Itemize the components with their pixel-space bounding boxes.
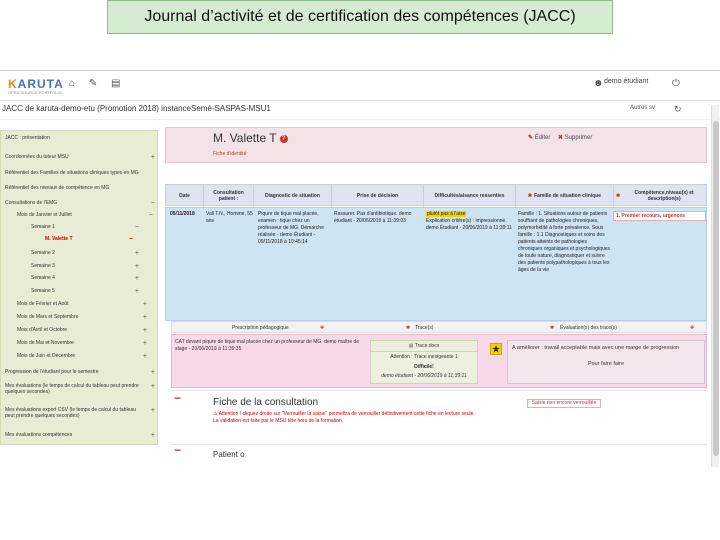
prescription-text: CAT devant piqure de tique mal placée chez un professeur de MG. demo maître de stage - 20/06/2019 à 11:39:35 xyxy=(175,339,360,352)
toggle-icon[interactable]: − xyxy=(148,212,153,219)
wrench-icon[interactable]: ✎ xyxy=(89,78,98,89)
sidebar-item-label: Mois de Mai et Novembre xyxy=(17,340,74,346)
sidebar-item[interactable] xyxy=(31,286,143,297)
column-header-label: Compétence,niveau(x) et description(s) xyxy=(634,190,694,202)
sidebar-item[interactable] xyxy=(17,312,151,323)
edit-icon: ✎ xyxy=(528,135,534,141)
sidebar-item[interactable] xyxy=(31,248,143,259)
toggle-icon[interactable]: − xyxy=(134,224,139,231)
sidebar-item-label: Mes évaluations compétences xyxy=(5,432,73,438)
document-icon: ▤ xyxy=(408,343,414,349)
trace-doc-label: Trace.docx xyxy=(414,343,440,349)
evaluation-text: A améliorer : travail acceptable mais avec une marge de progression xyxy=(512,345,680,351)
student-name-text: M. Valette T xyxy=(213,131,277,145)
competence-badge[interactable]: 1. Premier recours, urgences xyxy=(613,211,706,221)
sidebar-item-label: Référentiel des Familles de situations cliniques types en MG xyxy=(5,170,139,176)
home-icon[interactable]: ⌂ xyxy=(69,78,76,89)
sidebar-item[interactable] xyxy=(17,351,151,362)
sidebar-item[interactable] xyxy=(17,338,151,349)
sidebar-item-selected[interactable] xyxy=(45,234,137,245)
sidebar-item-label: Mois de Février et Août xyxy=(17,301,69,307)
gear-icon[interactable]: ✱ xyxy=(616,193,621,199)
sidebar-item-label: Consultations de l'EMG xyxy=(5,200,58,206)
toggle-icon[interactable]: − xyxy=(150,200,155,207)
column-header xyxy=(516,185,614,207)
sidebar-item-label: Progression de l'étudiant pour le semestre xyxy=(5,369,99,375)
logo-k: K xyxy=(8,77,18,91)
logout-icon[interactable]: ⏻ xyxy=(672,78,680,89)
sidebar-item[interactable] xyxy=(31,273,143,284)
gear-icon[interactable]: ✱ xyxy=(527,193,533,199)
sidebar-item-label: Semaine 3 xyxy=(31,263,55,269)
trace-meta: demo étudiant - 20/06/2019 à 11:39:11 xyxy=(381,373,467,379)
trace-difficulty: Difficile! xyxy=(414,364,434,370)
sidebar-item-label: Référentiel des niveaux de compétence en MG xyxy=(5,185,110,191)
sheet-warning xyxy=(213,411,533,425)
toggle-icon[interactable]: + xyxy=(134,275,139,282)
app-screenshot xyxy=(0,70,720,470)
toggle-icon[interactable]: + xyxy=(150,154,155,161)
column-header: Diagnostic de situation xyxy=(254,185,332,207)
cell-difficulty xyxy=(426,211,514,232)
toggle-icon[interactable]: + xyxy=(142,327,147,334)
scrollbar[interactable] xyxy=(711,105,719,467)
cell-patient: Vall T.N., Homme, 55 ans xyxy=(206,211,253,224)
sidebar-item-label: Semaine 4 xyxy=(31,275,55,281)
gear-icon[interactable]: ✱ xyxy=(550,325,555,331)
portfolio-header xyxy=(0,104,720,120)
sheet-title: Fiche de la consultation xyxy=(213,397,319,408)
consultation-sheet xyxy=(171,390,707,440)
patient-title: Patient o xyxy=(213,450,245,459)
sidebar-item[interactable] xyxy=(5,168,159,179)
toggle-icon[interactable]: + xyxy=(134,288,139,295)
trace-panel xyxy=(370,340,478,384)
edit-button[interactable] xyxy=(528,134,550,141)
identity-link[interactable]: Fiche d'identité xyxy=(213,151,247,157)
logo-rest: ARUTA xyxy=(17,77,64,91)
toggle-icon[interactable]: + xyxy=(150,432,155,439)
sidebar-item-label: Mois d'Avril et Octobre xyxy=(17,327,68,333)
toggle-icon[interactable]: + xyxy=(142,353,147,360)
delete-icon: ✖ xyxy=(558,135,564,141)
logo-subtitle: OPEN SOURCE PORTFOLIO xyxy=(8,90,62,95)
trace-doc[interactable] xyxy=(371,341,477,352)
sidebar-item-label: Mois de Juin et Décembre xyxy=(17,353,76,359)
cell-date: 05/11/2018 xyxy=(170,211,195,217)
traces-label: Trace(s) xyxy=(415,325,434,331)
patient-section xyxy=(171,444,707,464)
sidebar-item[interactable] xyxy=(5,367,159,378)
edit-label: Éditer xyxy=(534,135,551,141)
sidebar-item[interactable] xyxy=(5,133,159,144)
refresh-icon[interactable]: ↻ xyxy=(674,104,682,114)
toggle-icon[interactable]: + xyxy=(142,314,147,321)
sidebar-item[interactable] xyxy=(31,261,143,272)
sidebar-item-label: Mes évaluations (le temps de calcul du tableau peut prendre quelques secondes) xyxy=(5,383,139,395)
sidebar-item[interactable] xyxy=(17,299,151,310)
sidebar-item[interactable] xyxy=(5,383,159,401)
sidebar-item[interactable] xyxy=(31,222,143,233)
sidebar-item-label: Semaine 2 xyxy=(31,250,55,256)
sidebar-item[interactable] xyxy=(5,198,159,209)
sidebar-item[interactable] xyxy=(5,430,159,441)
scrollbar-thumb[interactable] xyxy=(713,121,719,456)
collapse-icon[interactable]: − xyxy=(174,443,182,457)
trace-attention: Attention : Trace inexigeante 1 xyxy=(390,354,458,360)
table-header xyxy=(165,184,707,206)
column-header: Prise de décision xyxy=(332,185,424,207)
toggle-icon[interactable]: + xyxy=(150,407,155,414)
sidebar xyxy=(0,130,158,445)
difficulty-text: Explication critère(s) : impressionné. demo Étudiant - 20/06/2019 à 11:39:11 xyxy=(426,218,512,231)
collapse-icon[interactable]: − xyxy=(174,391,182,405)
portfolio-title: JACC de karuta-demo-etu (Promotion 2018) instanceSemé-SASPAS-MSU1 xyxy=(2,104,271,113)
sidebar-item-label: Semaine 1 xyxy=(31,224,55,230)
toggle-icon[interactable]: + xyxy=(150,383,155,390)
add-icon[interactable]: ✚ xyxy=(320,325,325,331)
student-header xyxy=(165,127,707,163)
slide-title xyxy=(107,0,613,34)
pedagogy-section xyxy=(171,334,707,388)
sidebar-item[interactable] xyxy=(5,183,159,194)
sidebar-item-label: Coordonnées du tuteur MSU xyxy=(5,154,69,160)
evaluation-panel xyxy=(507,340,705,384)
sidebar-item-label: Mois de Mars et Septembre xyxy=(17,314,79,320)
top-bar xyxy=(0,71,720,101)
evaluation-marker[interactable]: ★ xyxy=(491,344,501,354)
toggle-icon[interactable]: + xyxy=(134,250,139,257)
evaluation-todo: Pour faire faire xyxy=(587,361,625,367)
folder-icon[interactable]: ▤ xyxy=(111,78,121,89)
column-header: Date xyxy=(166,185,204,207)
main-content xyxy=(165,127,707,471)
sidebar-item-label: Semaine 5 xyxy=(31,288,55,294)
toggle-icon[interactable]: + xyxy=(134,263,139,270)
column-header-label: Famille de situation clinique xyxy=(534,193,602,199)
pedagogy-header xyxy=(171,321,707,333)
sidebar-item-label: Mois de Janvier et Juillet xyxy=(17,212,72,218)
toggle-icon[interactable]: + xyxy=(142,340,147,347)
sidebar-item[interactable] xyxy=(17,210,157,221)
user-name[interactable]: demo étudiant xyxy=(604,78,649,85)
toggle-icon[interactable]: + xyxy=(142,301,147,308)
prescription-label: Prescription pédagogique xyxy=(232,325,289,331)
cell-decision: Rassurer. Pas d'antibiotique. demo étudiant - 20/06/2019 à 11:39:03 xyxy=(334,211,412,224)
warning-text-2: La validation est faite par le MSU tête hors de la formation. xyxy=(213,418,344,424)
column-header: Consultation patient : xyxy=(204,185,254,207)
delete-label: Supprimer xyxy=(564,135,593,141)
column-header xyxy=(614,185,708,207)
evaluations-label: Évaluation(s) des trace(s) xyxy=(560,325,617,331)
sidebar-item[interactable] xyxy=(5,152,159,163)
user-icon: ☻ xyxy=(593,78,604,89)
sidebar-item-label: JACC : présentation xyxy=(5,135,50,141)
gear-icon[interactable]: ✱ xyxy=(406,325,411,331)
warning-icon: ⚠ xyxy=(213,411,218,417)
add-icon[interactable]: ✚ xyxy=(690,325,695,331)
cell-family: Famille : 1. Situations autour de patients souffrant de pathologies chroniques, polymorbidité à forte prévalence. Sous famille : 1.1 Diagnostiques et soins des patients atteints de pathologies chroniques organiques et psychologiques de toute nature, diagnostiquer et suivre des patients polypathologiques à tous les âges de la vie xyxy=(518,211,611,273)
delete-button[interactable] xyxy=(558,134,592,141)
sidebar-item[interactable] xyxy=(5,407,159,425)
table-row xyxy=(165,207,707,321)
cell-diagnostic: Piqure de tique mal placée, examen : tique chez un professeur de MG. Démarche réalisée - demo Étudiant - 09/11/2018 à 10:45:14 xyxy=(258,211,324,245)
sidebar-item[interactable] xyxy=(17,325,151,336)
sidebar-item-label: M. Valette T xyxy=(45,236,73,242)
sidebar-item-label: Mes évaluations export CSV (le temps de calcul du tableau peut prendre quelques secondes) xyxy=(5,407,136,419)
slide-title-text: Journal d’activité et de certification des compétences (JACC) xyxy=(144,8,576,25)
lock-status-badge[interactable]: Saisie non encore verrouillée xyxy=(527,399,601,408)
warning-text-1: Attention ! cliquez droite sur "Verrouiller la saisie" permettra de verrouiller définitivement cette fiche en lecture seule. xyxy=(218,411,475,417)
toggle-icon[interactable]: − xyxy=(128,236,133,243)
student-name xyxy=(213,131,288,145)
toggle-icon[interactable]: + xyxy=(150,369,155,376)
column-header: Difficultés/aisance ressenties xyxy=(424,185,516,207)
karuta-logo[interactable] xyxy=(8,77,64,91)
help-icon[interactable]: ? xyxy=(280,135,288,143)
portfolio-actions[interactable]: Autres sv xyxy=(630,105,656,111)
difficulty-badge: plutôt pas à l'aise xyxy=(427,211,466,217)
